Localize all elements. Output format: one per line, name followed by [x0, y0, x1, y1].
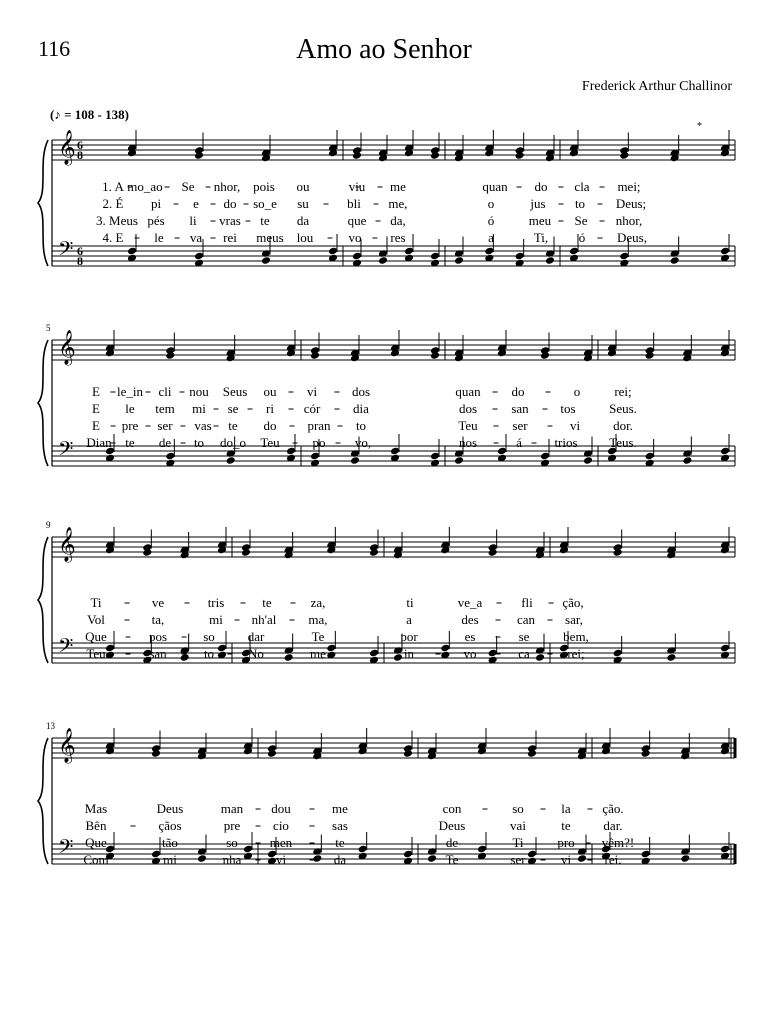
lyric-syllable: pés	[147, 213, 165, 228]
tempo-marking: (♪ = 108 - 138)	[50, 107, 129, 122]
lyric-syllable: do	[511, 384, 525, 399]
lyric-syllable: jus	[530, 196, 546, 211]
lyric-syllable: to	[574, 196, 586, 211]
lyric-syllable: do_o	[220, 435, 246, 450]
brace	[38, 537, 48, 663]
lyric-syllable: men	[269, 835, 293, 850]
final-barline-thick	[734, 844, 737, 864]
lyric-syllable: sas	[332, 818, 348, 833]
song-title: Amo ao Senhor	[296, 34, 472, 65]
lyric-syllable: Se	[574, 213, 588, 228]
lyric-syllable: ser	[510, 852, 526, 867]
lyric-syllable: Que	[85, 629, 107, 644]
lyric-syllable: No	[248, 646, 264, 661]
treble-clef-icon: 𝄞	[58, 728, 76, 763]
lyric-syllable: mi	[163, 852, 177, 867]
lyric-syllable: vo	[348, 230, 362, 245]
lyric-syllable: E	[92, 418, 100, 433]
lyric-syllable: da,	[390, 213, 406, 228]
lyric-syllable: ri	[266, 401, 274, 416]
notehead	[427, 854, 437, 863]
system-2	[38, 323, 735, 467]
notehead	[350, 456, 360, 465]
lyric-syllable: mi	[209, 612, 223, 627]
lyric-syllable: do	[223, 196, 237, 211]
lyric-syllable: cór	[303, 401, 321, 416]
lyric-syllable: Vol	[87, 612, 105, 627]
lyric-syllable: Ti	[90, 595, 102, 610]
bass-clef-icon: 𝄢	[58, 634, 74, 662]
lyric-syllable: me	[390, 179, 406, 194]
lyric-syllable: rei	[223, 230, 237, 245]
lyric-syllable: vi	[306, 384, 318, 399]
lyric-syllable: le	[125, 401, 135, 416]
bass-time-denominator: 8	[77, 254, 83, 268]
treble-clef-icon: 𝄞	[58, 330, 76, 365]
lyric-syllable: dia	[353, 401, 369, 416]
lyric-syllable: po	[312, 435, 326, 450]
lyric-syllable: nos	[458, 435, 478, 450]
lyric-syllable: te	[228, 418, 238, 433]
lyric-syllable: pois	[253, 179, 275, 194]
lyric-syllable: E	[92, 384, 100, 399]
notehead	[682, 456, 692, 465]
lyric-syllable: so	[203, 629, 215, 644]
brace	[38, 738, 48, 864]
lyric-syllable: o	[487, 196, 495, 211]
lyric-syllable: ve	[151, 595, 165, 610]
lyric-syllable: pos	[148, 629, 168, 644]
notehead	[454, 456, 464, 465]
lyric-syllable: Com	[83, 852, 109, 867]
lyric-syllable: á	[516, 435, 522, 450]
system-4	[38, 721, 737, 867]
lyric-syllable: mi	[192, 401, 206, 416]
system-3	[38, 520, 735, 664]
lyric-syllable: Bên	[85, 818, 107, 833]
lyric-syllable: da	[333, 852, 347, 867]
lyric-syllable: te	[561, 818, 571, 833]
notehead	[680, 854, 690, 863]
lyric-syllable: por	[400, 629, 418, 644]
lyric-syllable: te	[335, 835, 345, 850]
lyric-syllable: vi	[275, 852, 287, 867]
bass-clef-icon: 𝄢	[58, 835, 74, 863]
lyric-syllable: Deus	[156, 801, 184, 816]
lyric-syllable: Ti,	[533, 230, 549, 245]
lyric-syllable: rei;	[567, 646, 585, 661]
lyric-syllable: le	[154, 230, 164, 245]
lyric-syllable: mei;	[617, 179, 641, 194]
lyric-syllable: li	[189, 213, 197, 228]
lyric-syllable: viu	[348, 179, 366, 194]
brace	[38, 340, 48, 466]
lyric-syllable: can	[516, 612, 536, 627]
lyric-syllable: pi	[150, 196, 162, 211]
lyric-syllable: Dian	[86, 435, 112, 450]
lyric-syllable: se	[518, 629, 530, 644]
treble-clef-icon: 𝄞	[58, 130, 76, 165]
lyric-syllable: te	[260, 213, 270, 228]
brace	[38, 140, 48, 266]
lyric-syllable: cli	[158, 384, 172, 399]
lyric-syllable: e	[193, 196, 199, 211]
bass-time-numerator: 6	[77, 244, 83, 258]
lyric-syllable: dor.	[613, 418, 633, 433]
lyric-syllable: que	[347, 213, 367, 228]
notehead	[666, 653, 676, 662]
lyric-syllable: me	[310, 646, 326, 661]
lyric-syllable: ção.	[602, 801, 624, 816]
final-barline-thick	[734, 738, 737, 758]
lyric-syllable: man	[220, 801, 244, 816]
lyric-syllable: sar,	[565, 612, 583, 627]
lyric-syllable: trios	[554, 435, 578, 450]
lyric-syllable: mo_ao	[127, 179, 163, 194]
lyric-syllable: so	[512, 801, 524, 816]
composer-credit: Frederick Arthur Challinor	[581, 79, 732, 94]
treble-time-denominator: 8	[77, 148, 83, 162]
lyric-syllable: Deus,	[617, 230, 647, 245]
lyric-syllable: Te	[445, 852, 459, 867]
lyric-syllable: 1. A	[102, 179, 124, 194]
notehead	[393, 653, 403, 662]
lyric-syllable: ser	[512, 418, 528, 433]
lyric-syllable: do	[534, 179, 548, 194]
lyric-syllable: nhor,	[615, 213, 643, 228]
lyric-syllable: pro	[557, 835, 575, 850]
lyric-syllable: Teu	[260, 435, 280, 450]
lyric-syllable: dou	[271, 801, 291, 816]
lyric-syllable: 2. É	[102, 196, 124, 211]
lyric-syllable: rei;	[614, 384, 632, 399]
lyric-syllable: in	[403, 646, 415, 661]
notehead	[670, 256, 680, 265]
system-1	[38, 121, 735, 268]
lyric-syllable: 4. E	[102, 230, 124, 245]
lyric-syllable: vi	[569, 418, 581, 433]
notehead	[197, 854, 207, 863]
lyric-syllable: a	[488, 230, 494, 245]
lyric-syllable: tem	[155, 401, 175, 416]
lyric-syllable: Teu	[458, 418, 478, 433]
lyric-syllable: vi	[560, 852, 572, 867]
lyric-syllable: san	[149, 646, 167, 661]
lyric-syllable: bem,	[563, 629, 589, 644]
lyric-syllable: Teus.	[609, 435, 637, 450]
lyric-syllable: vo,	[354, 435, 372, 450]
lyric-syllable: pran	[307, 418, 331, 433]
treble-time-numerator: 6	[77, 138, 83, 152]
lyric-syllable: pre	[121, 418, 139, 433]
lyric-syllable: o	[573, 384, 581, 399]
lyric-syllable: ou	[263, 384, 277, 399]
lyric-syllable: cio	[273, 818, 289, 833]
lyric-syllable: nh'al	[251, 612, 277, 627]
lyric-syllable: es	[464, 629, 476, 644]
lyric-syllable: ve_a	[457, 595, 483, 610]
lyric-syllable: Se	[181, 179, 195, 194]
notehead	[454, 256, 464, 265]
lyric-syllable: Ti	[512, 835, 524, 850]
notehead	[284, 653, 294, 662]
lyric-syllable: des	[461, 612, 479, 627]
lyric-syllable: tão	[162, 835, 178, 850]
bass-clef-icon: 𝄢	[58, 237, 74, 265]
asterisk-mark: *	[697, 121, 702, 132]
lyric-syllable: Que	[85, 835, 107, 850]
lyric-syllable: vas	[194, 418, 212, 433]
lyric-syllable: dar.	[603, 818, 623, 833]
measure-number: 5	[46, 323, 51, 333]
lyric-syllable: za,	[310, 595, 326, 610]
lyric-syllable: E	[92, 401, 100, 416]
lyric-syllable: ção,	[562, 595, 584, 610]
lyric-syllable: vêm?!	[601, 835, 635, 850]
measure-number: 9	[46, 520, 51, 530]
lyric-syllable: me,	[388, 196, 408, 211]
lyric-syllable: nhor,	[213, 179, 241, 194]
lyric-syllable: meus	[256, 230, 284, 245]
lyric-syllable: so_e	[253, 196, 277, 211]
lyric-syllable: ou	[296, 179, 310, 194]
lyric-syllable: ó	[578, 230, 586, 245]
lyric-syllable: da	[296, 213, 310, 228]
lyric-syllable: su	[297, 196, 309, 211]
lyric-syllable: res	[390, 230, 406, 245]
lyric-syllable: dos	[351, 384, 371, 399]
lyric-syllable: Deus	[438, 818, 466, 833]
treble-clef-icon: 𝄞	[58, 527, 76, 562]
notehead	[261, 256, 271, 265]
lyric-syllable: fli	[521, 595, 533, 610]
notehead	[577, 854, 587, 863]
lyric-syllable: pre	[223, 818, 241, 833]
lyric-syllable: meu	[528, 213, 552, 228]
lyric-syllable: ser	[157, 418, 173, 433]
lyric-syllable: ó	[487, 213, 495, 228]
bass-clef-icon: 𝄢	[58, 437, 74, 465]
lyric-syllable: me	[332, 801, 348, 816]
notehead	[312, 854, 322, 863]
measure-number: 13	[46, 721, 55, 731]
page-number: 116	[38, 36, 71, 61]
lyric-syllable: lou	[296, 230, 314, 245]
lyric-syllable: le_in	[117, 384, 143, 399]
lyric-syllable: a	[406, 612, 412, 627]
lyric-syllable: vai	[510, 818, 526, 833]
lyric-syllable: Seus	[222, 384, 248, 399]
lyric-syllable: dos	[458, 401, 478, 416]
lyric-syllable: la	[561, 801, 571, 816]
notehead	[226, 456, 236, 465]
lyric-syllable: Te	[311, 629, 325, 644]
lyric-syllable: nou	[189, 384, 209, 399]
lyric-syllable: do	[263, 418, 277, 433]
lyric-syllable: Seus.	[609, 401, 637, 416]
lyric-syllable: Teu	[86, 646, 106, 661]
notehead	[535, 653, 545, 662]
lyric-syllable: dar	[247, 629, 265, 644]
lyric-syllable: Deus;	[615, 196, 647, 211]
lyric-syllable: 3. Meus	[96, 213, 138, 228]
lyric-syllable: te	[262, 595, 272, 610]
lyric-syllable: quan	[482, 179, 508, 194]
lyric-syllable: san	[511, 401, 529, 416]
lyric-syllable: rei.	[604, 852, 622, 867]
lyric-syllable: nha	[222, 852, 242, 867]
lyric-syllable: ma,	[308, 612, 328, 627]
lyric-syllable: çãos	[158, 818, 182, 833]
lyric-syllable: con	[442, 801, 462, 816]
lyric-syllable: de	[445, 835, 459, 850]
lyric-syllable: so	[226, 835, 238, 850]
lyric-syllable: to	[203, 646, 215, 661]
lyric-syllable: vras	[219, 213, 241, 228]
lyric-syllable: Mas	[84, 801, 108, 816]
notehead	[545, 256, 555, 265]
lyric-syllable: se	[227, 401, 239, 416]
lyric-syllable: bli	[347, 196, 361, 211]
lyric-syllable: de	[158, 435, 172, 450]
lyric-syllable: tris	[207, 595, 225, 610]
lyric-syllable: ti	[406, 595, 414, 610]
lyric-syllable: te	[125, 435, 135, 450]
notehead	[583, 456, 593, 465]
lyric-syllable: tos	[560, 401, 576, 416]
lyric-syllable: cla	[574, 179, 590, 194]
lyric-syllable: to	[193, 435, 205, 450]
lyric-syllable: va	[189, 230, 203, 245]
lyric-syllable: ca	[518, 646, 530, 661]
lyric-syllable: to	[355, 418, 367, 433]
notehead	[378, 256, 388, 265]
lyric-syllable: vo	[463, 646, 477, 661]
lyric-syllable: ta,	[151, 612, 165, 627]
lyric-syllable: quan	[455, 384, 481, 399]
